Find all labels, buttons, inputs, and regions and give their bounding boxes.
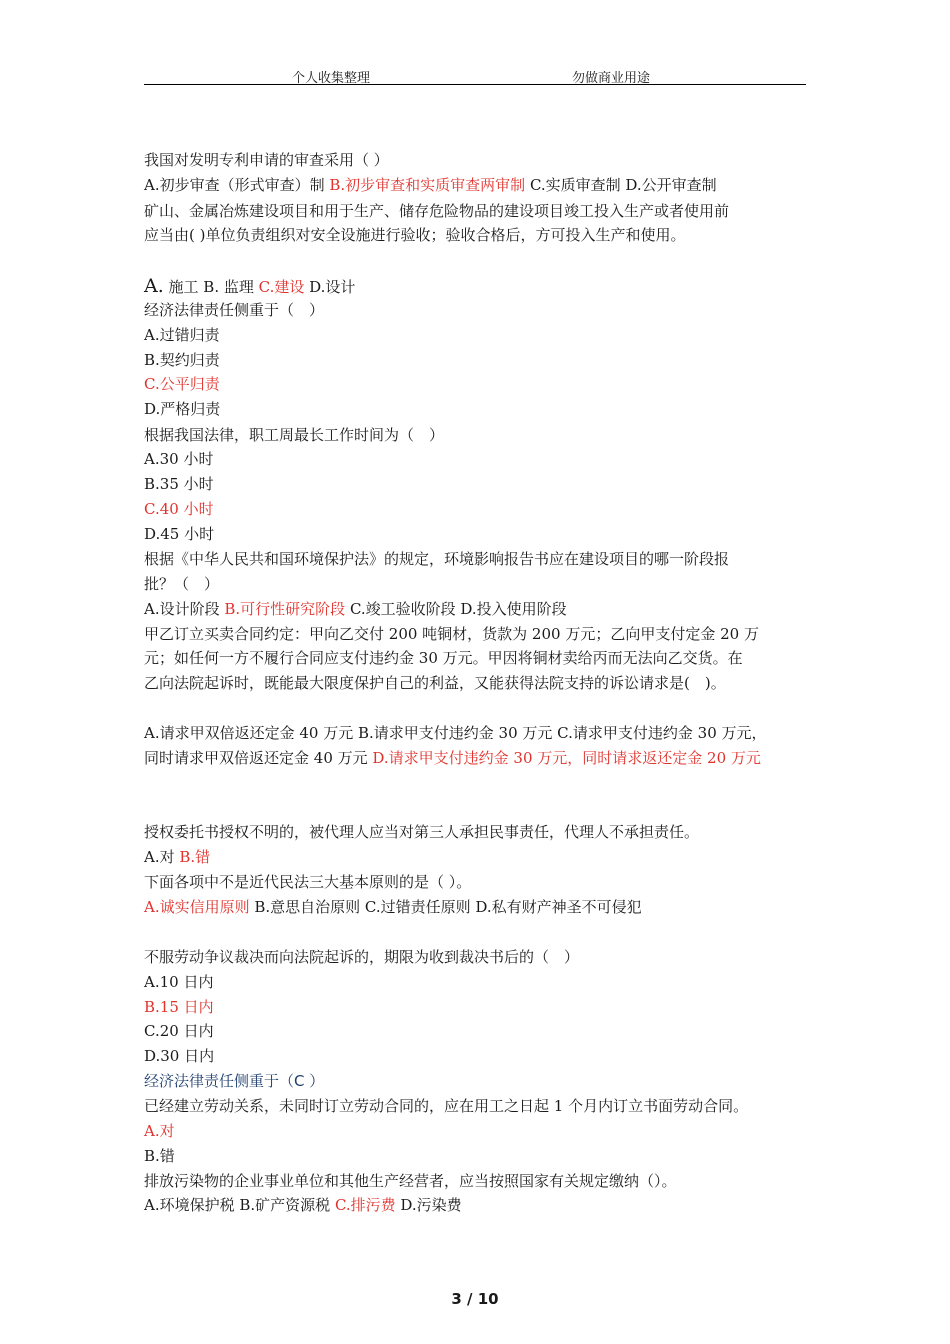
question-stem: 我国对发明专利申请的审查采用（ ） [144,151,389,169]
option-b: B.错 [144,1147,175,1165]
option-a: A.设计阶段 [144,600,225,618]
option-b-answer: B.初步审查和实质审查两审制 [329,176,526,194]
section-heading: 经济法律责任侧重于（C ） [144,1072,325,1090]
option-a-answer: A.对 [144,1122,175,1140]
question-options: A.请求甲双倍返还定金 40 万元 B.请求甲支付违约金 30 万元 C.请求甲支付违约金 30 万元， [144,724,767,742]
option-cd: C.竣工验收阶段 D.投入使用阶段 [345,600,567,618]
question-stem: 不服劳动争议裁决而向法院起诉的，期限为收到裁决书后的（ ） [144,948,580,966]
option-b-answer: B.错 [179,848,211,866]
option-b-answer: B.15 日内 [144,998,214,1016]
option-d-answer: D.请求甲支付违约金 30 万元，同时请求返还定金 20 万元 [372,749,761,767]
option-d: D.30 日内 [144,1047,215,1065]
option-c-cont: 同时请求甲双倍返还定金 40 万元 [144,749,373,767]
question-stem: 经济法律责任侧重于（ ） [144,301,325,319]
question-options [144,897,642,917]
question-options [144,175,717,195]
question-stem: 下面各项中不是近代民法三大基本原则的是（ ）。 [144,873,472,891]
question-stem-cont: 元；如任何一方不履行合同应支付违约金 30 万元。甲因将铜材卖给丙而无法向乙交货。在 [144,649,743,667]
option-a: A.过错归责 [144,326,220,344]
question-stem: 排放污染物的企业事业单位和其他生产经营者，应当按照国家有关规定缴纳（）。 [144,1172,677,1190]
question-stem: 根据我国法律，职工周最长工作时间为（ ） [144,426,445,444]
option-a: A.30 小时 [144,450,214,468]
question-stem: 已经建立劳动关系，未同时订立劳动合同的，应在用工之日起 1 个月内订立书面劳动合同。 [144,1097,749,1115]
option-d: D.设计 [304,278,356,296]
option-c-answer: C.排污费 [334,1196,396,1214]
option-d: D.严格归责 [144,400,221,418]
header-right-text: 勿做商业用途 [572,71,651,86]
option-cd: C.实质审查制 D.公开审查制 [525,176,717,194]
question-options [144,1195,462,1215]
question-stem: 授权委托书授权不明的，被代理人应当对第三人承担民事责任，代理人不承担责任。 [144,823,700,841]
page-number: 3 / 10 [451,1290,499,1308]
page-header [144,64,806,85]
option-ab: 施工 B. 监理 [163,278,259,296]
question-stem-cont: 应当由( )单位负责组织对安全设施进行验收；验收合格后，方可投入生产和使用。 [144,226,686,244]
question-options-cont [144,748,761,768]
question-stem: 甲乙订立买卖合同约定：甲向乙交付 200 吨铜材，货款为 200 万元；乙向甲支付定金 20 万 [144,625,759,643]
question-stem: 根据《中华人民共和国环境保护法》的规定，环境影响报告书应在建设项目的哪一阶段报 [144,550,730,568]
option-b: B.35 小时 [144,475,214,493]
option-a-answer: A.诚实信用原则 [144,898,250,916]
option-b-answer: B.可行性研究阶段 [224,600,346,618]
question-options [144,599,567,619]
option-a-letter: A. [144,275,164,297]
option-a: A.对 [144,848,180,866]
question-stem: 矿山、金属冶炼建设项目和用于生产、储存危险物品的建设项目竣工投入生产或者使用前 [144,202,730,220]
question-stem-cont: 批？（ ） [144,575,220,593]
question-options [144,847,210,867]
option-c-answer: C.40 小时 [144,500,214,518]
option-d: D.污染费 [395,1196,462,1214]
question-options [144,276,355,297]
option-bcd: B.意思自治原则 C.过错责任原则 D.私有财产神圣不可侵犯 [249,898,642,916]
option-c: C.20 日内 [144,1022,214,1040]
option-b: B.契约归责 [144,351,220,369]
option-c-answer: C.建设 [258,278,305,296]
option-c-answer: C.公平归责 [144,375,220,393]
option-ab: A.环境保护税 B.矿产资源税 [144,1196,335,1214]
question-stem-cont: 乙向法院起诉时，既能最大限度保护自己的利益，又能获得法院支持的诉讼请求是( )。 [144,674,726,692]
option-a: A.10 日内 [144,973,214,991]
header-left-text: 个人收集整理 [292,71,371,86]
option-d: D.45 小时 [144,525,215,543]
option-a: A.初步审查（形式审查）制 [144,176,330,194]
